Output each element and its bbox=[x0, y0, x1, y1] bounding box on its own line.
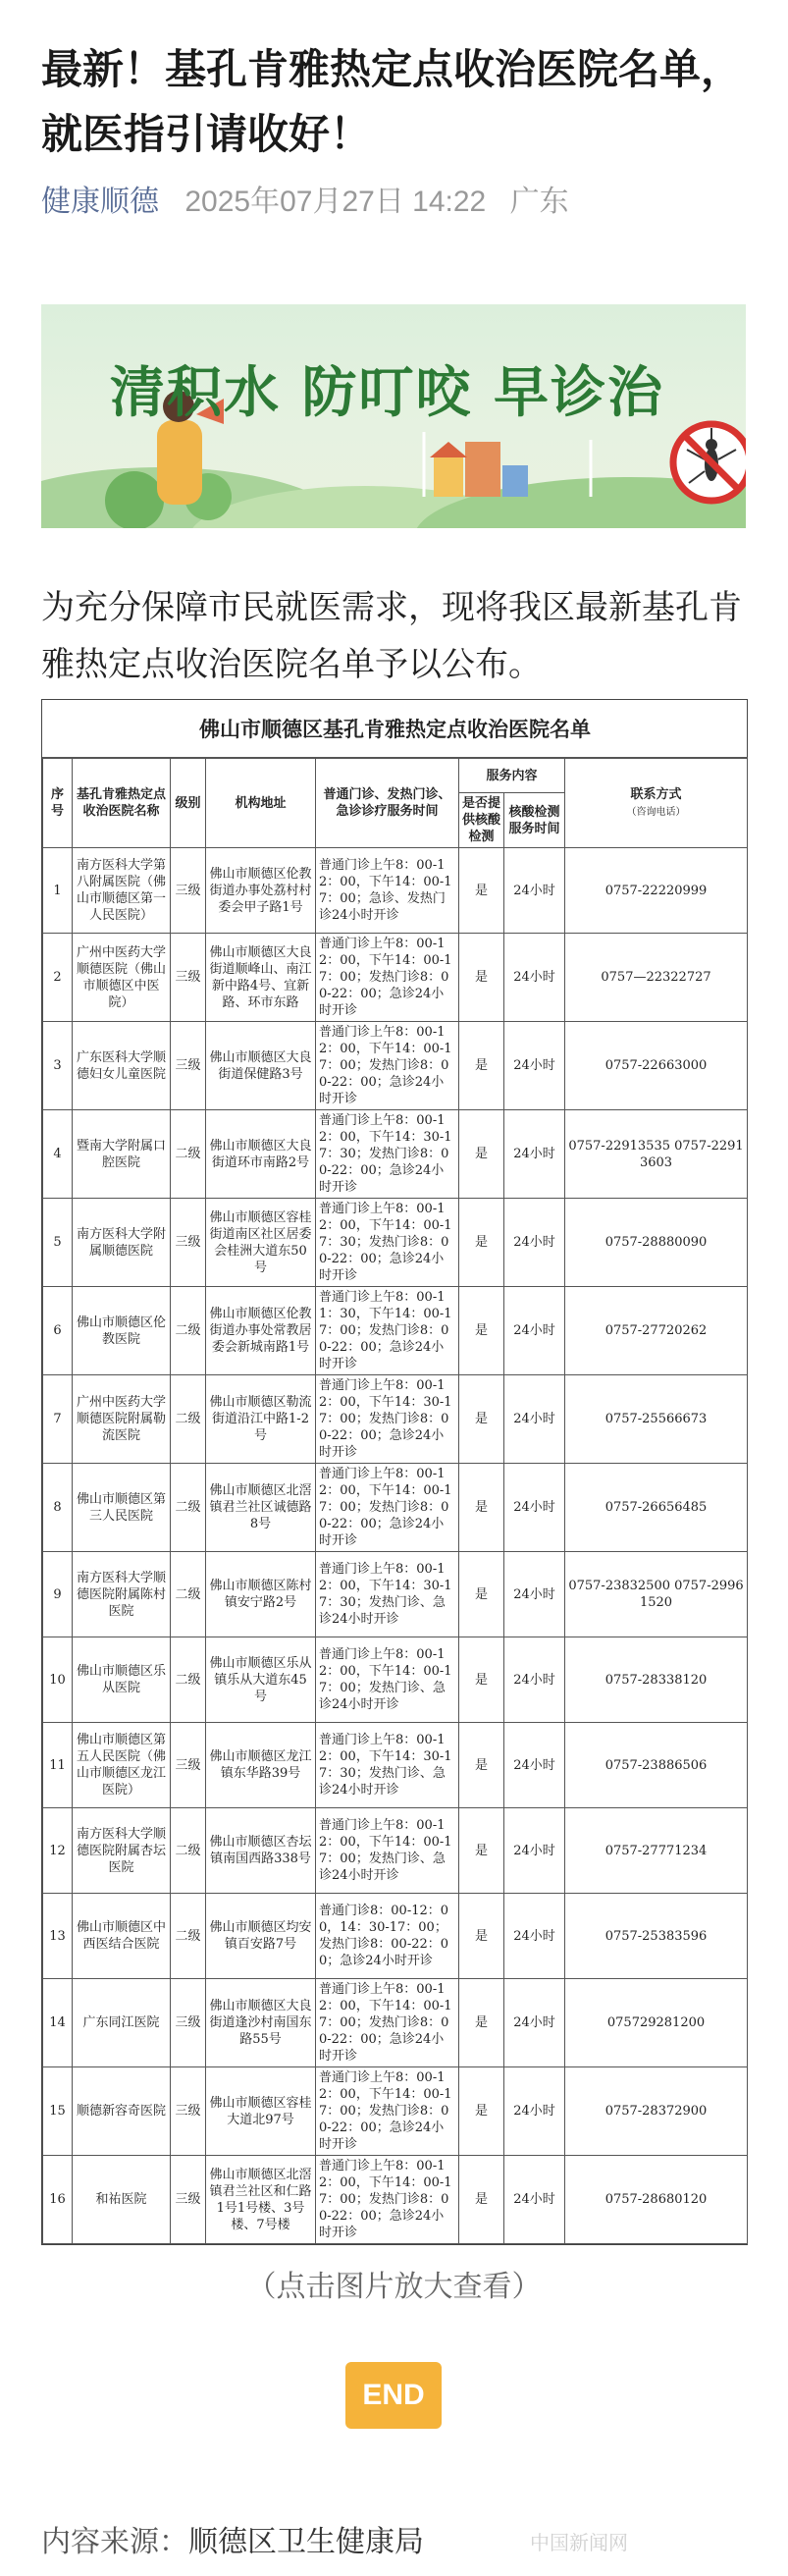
hospital-name: 佛山市顺德区伦教医院 bbox=[73, 1287, 171, 1375]
hospital-name: 广东同江医院 bbox=[73, 1979, 171, 2067]
table-row bbox=[43, 1199, 748, 1287]
row-no: 16 bbox=[43, 2156, 73, 2244]
hospital-name: 和祐医院 bbox=[73, 2156, 171, 2244]
contact-phone: 075729281200 bbox=[565, 1979, 748, 2067]
service-hours: 普通门诊上午8：00-12：00，下午14：30-17：30；发热门诊、急诊24小时开诊 bbox=[316, 1723, 459, 1808]
header-hospital-name: 基孔肯雅热定点收治医院名称 bbox=[73, 759, 171, 848]
table-row bbox=[43, 1894, 748, 1979]
hospital-name: 顺德新容奇医院 bbox=[73, 2067, 171, 2156]
hospital-level: 三级 bbox=[171, 1723, 206, 1808]
header-contact-label: 联系方式 bbox=[630, 786, 682, 802]
nucleic-test: 是 bbox=[459, 1464, 504, 1552]
hospital-name: 南方医科大学顺德医院附属杏坛医院 bbox=[73, 1808, 171, 1894]
hospital-level: 二级 bbox=[171, 1287, 206, 1375]
hospital-name: 佛山市顺德区中西医结合医院 bbox=[73, 1894, 171, 1979]
row-no: 14 bbox=[43, 1979, 73, 2067]
nucleic-test: 是 bbox=[459, 1552, 504, 1637]
hospital-level: 三级 bbox=[171, 2067, 206, 2156]
nucleic-test: 是 bbox=[459, 1199, 504, 1287]
header-contact-note: （咨询电话） bbox=[626, 806, 686, 818]
nucleic-test: 是 bbox=[459, 1022, 504, 1110]
hospital-table-image[interactable] bbox=[41, 699, 748, 2245]
service-hours: 普通门诊上午8：00-11：30，下午14：00-17：00；发热门诊8：00-22：00；急诊24小时开诊 bbox=[316, 1287, 459, 1375]
zoom-hint: （点击图片放大查看） bbox=[246, 2270, 542, 2304]
table-row bbox=[43, 1022, 748, 1110]
hospital-address: 佛山市顺德区大良街道顺峰山、南江新中路4号、宜新路、环市东路 bbox=[206, 934, 316, 1022]
hospital-address: 佛山市顺德区容桂街道南区社区居委会桂洲大道东50号 bbox=[206, 1199, 316, 1287]
header-test-hours: 核酸检测服务时间 bbox=[504, 793, 565, 848]
service-hours: 普通门诊上午8：00-12：00，下午14：00-17：00；急诊、发热门诊24小时开诊 bbox=[316, 848, 459, 934]
author-link[interactable]: 健康顺德 bbox=[41, 186, 159, 218]
contact-phone: 0757-22663000 bbox=[565, 1022, 748, 1110]
nucleic-test: 是 bbox=[459, 1979, 504, 2067]
hospital-name: 广东医科大学顺德妇女儿童医院 bbox=[73, 1022, 171, 1110]
nucleic-test: 是 bbox=[459, 1375, 504, 1464]
content-source bbox=[41, 2517, 424, 2560]
table-row bbox=[43, 2156, 748, 2244]
row-no: 9 bbox=[43, 1552, 73, 1637]
test-hours: 24小时 bbox=[504, 2067, 565, 2156]
hospital-level: 二级 bbox=[171, 1808, 206, 1894]
article-meta bbox=[41, 183, 569, 222]
table-row bbox=[43, 1287, 748, 1375]
row-no: 12 bbox=[43, 1808, 73, 1894]
article-title: 最新！基孔肯雅热定点收治医院名单，就医指引请收好！ bbox=[41, 45, 743, 158]
contact-phone: 0757-28338120 bbox=[565, 1637, 748, 1723]
header-nucleic-test: 是否提供核酸检测 bbox=[459, 793, 504, 848]
hospital-level: 二级 bbox=[171, 1375, 206, 1464]
row-no: 10 bbox=[43, 1637, 73, 1723]
test-hours: 24小时 bbox=[504, 1637, 565, 1723]
test-hours: 24小时 bbox=[504, 1464, 565, 1552]
hospital-table bbox=[42, 700, 748, 2244]
contact-phone: 0757-27771234 bbox=[565, 1808, 748, 1894]
hospital-address: 佛山市顺德区陈村镇安宁路2号 bbox=[206, 1552, 316, 1637]
hospital-address: 佛山市顺德区龙江镇东华路39号 bbox=[206, 1723, 316, 1808]
table-row bbox=[43, 1375, 748, 1464]
test-hours: 24小时 bbox=[504, 1199, 565, 1287]
nucleic-test: 是 bbox=[459, 2067, 504, 2156]
nucleic-test: 是 bbox=[459, 848, 504, 934]
hospital-address: 佛山市顺德区北滘镇君兰社区和仁路1号1号楼、3号楼、7号楼 bbox=[206, 2156, 316, 2244]
hospital-level: 三级 bbox=[171, 1979, 206, 2067]
table-row bbox=[43, 1808, 748, 1894]
service-hours: 普通门诊上午8：00-12：00，下午14：00-17：00；发热门诊8：00-22：00；急诊24小时开诊 bbox=[316, 2156, 459, 2244]
contact-phone: 0757-27720262 bbox=[565, 1287, 748, 1375]
row-no: 3 bbox=[43, 1022, 73, 1110]
contact-phone: 0757-26656485 bbox=[565, 1464, 748, 1552]
nucleic-test: 是 bbox=[459, 1894, 504, 1979]
end-badge: END bbox=[345, 2362, 442, 2429]
test-hours: 24小时 bbox=[504, 1287, 565, 1375]
hospital-address: 佛山市顺德区大良街道逢沙村南国东路55号 bbox=[206, 1979, 316, 2067]
contact-phone: 0757-28372900 bbox=[565, 2067, 748, 2156]
publish-location: 广东 bbox=[509, 186, 569, 218]
service-hours: 普通门诊上午8：00-12：00，下午14：00-17：00；发热门诊8：00-22：00；急诊24小时开诊 bbox=[316, 934, 459, 1022]
service-hours: 普通门诊上午8：00-12：00，下午14：00-17：00；发热门诊8：00-22：00；急诊24小时开诊 bbox=[316, 1464, 459, 1552]
nucleic-test: 是 bbox=[459, 1637, 504, 1723]
nucleic-test: 是 bbox=[459, 1110, 504, 1199]
row-no: 11 bbox=[43, 1723, 73, 1808]
hospital-address: 佛山市顺德区杏坛镇南国西路338号 bbox=[206, 1808, 316, 1894]
hospital-level: 二级 bbox=[171, 1464, 206, 1552]
watermark-text: 中国新闻网 bbox=[530, 2531, 628, 2554]
nucleic-test: 是 bbox=[459, 1808, 504, 1894]
table-row bbox=[43, 2067, 748, 2156]
hospital-name: 南方医科大学附属顺德医院 bbox=[73, 1199, 171, 1287]
row-no: 4 bbox=[43, 1110, 73, 1199]
contact-phone: 0757-25383596 bbox=[565, 1894, 748, 1979]
row-no: 13 bbox=[43, 1894, 73, 1979]
test-hours: 24小时 bbox=[504, 1375, 565, 1464]
service-hours: 普通门诊上午8：00-12：00，下午14：30-17：30；发热门诊、急诊24小时开诊 bbox=[316, 1552, 459, 1637]
contact-phone: 0757-28680120 bbox=[565, 2156, 748, 2244]
hospital-level: 二级 bbox=[171, 1110, 206, 1199]
row-no: 6 bbox=[43, 1287, 73, 1375]
service-hours: 普通门诊上午8：00-12：00，下午14：00-17：00；发热门诊8：00-22：00；急诊24小时开诊 bbox=[316, 1022, 459, 1110]
row-no: 5 bbox=[43, 1199, 73, 1287]
contact-phone: 0757-23886506 bbox=[565, 1723, 748, 1808]
table-row bbox=[43, 1723, 748, 1808]
contact-phone: 0757-22913535 0757-22913603 bbox=[565, 1110, 748, 1199]
test-hours: 24小时 bbox=[504, 1723, 565, 1808]
test-hours: 24小时 bbox=[504, 934, 565, 1022]
hospital-name: 佛山市顺德区乐从医院 bbox=[73, 1637, 171, 1723]
header-service-content: 服务内容 bbox=[459, 759, 565, 793]
service-hours: 普通门诊上午8：00-12：00，下午14：30-17：00；发热门诊8：00-22：00；急诊24小时开诊 bbox=[316, 1375, 459, 1464]
header-no: 序号 bbox=[43, 759, 73, 848]
nucleic-test: 是 bbox=[459, 1287, 504, 1375]
table-row bbox=[43, 934, 748, 1022]
hospital-address: 佛山市顺德区北滘镇君兰社区诚德路8号 bbox=[206, 1464, 316, 1552]
hospital-address: 佛山市顺德区容桂大道北97号 bbox=[206, 2067, 316, 2156]
source-org: 顺德区卫生健康局 bbox=[188, 2525, 424, 2559]
header-contact bbox=[565, 759, 748, 848]
contact-phone: 0757-25566673 bbox=[565, 1375, 748, 1464]
nucleic-test: 是 bbox=[459, 934, 504, 1022]
nucleic-test: 是 bbox=[459, 2156, 504, 2244]
table-row bbox=[43, 848, 748, 934]
hospital-level: 三级 bbox=[171, 934, 206, 1022]
row-no: 2 bbox=[43, 934, 73, 1022]
hospital-address: 佛山市顺德区勒流街道沿江中路1-2号 bbox=[206, 1375, 316, 1464]
test-hours: 24小时 bbox=[504, 848, 565, 934]
hospital-address: 佛山市顺德区大良街道环市南路2号 bbox=[206, 1110, 316, 1199]
hospital-level: 三级 bbox=[171, 2156, 206, 2244]
source-label: 内容来源： bbox=[41, 2525, 188, 2559]
banner-image bbox=[41, 304, 746, 528]
header-address: 机构地址 bbox=[206, 759, 316, 848]
intro-paragraph: 为充分保障市民就医需求，现将我区最新基孔肯雅热定点收治医院名单予以公布。 bbox=[41, 588, 742, 684]
hospital-level: 三级 bbox=[171, 1022, 206, 1110]
table-row bbox=[43, 1979, 748, 2067]
service-hours: 普通门诊上午8：00-12：00，下午14：00-17：30；发热门诊8：00-22：00；急诊24小时开诊 bbox=[316, 1199, 459, 1287]
hospital-name: 南方医科大学第八附属医院（佛山市顺德区第一人民医院） bbox=[73, 848, 171, 934]
table-row bbox=[43, 1552, 748, 1637]
hospital-address: 佛山市顺德区大良街道保健路3号 bbox=[206, 1022, 316, 1110]
test-hours: 24小时 bbox=[504, 2156, 565, 2244]
contact-phone: 0757—22322727 bbox=[565, 934, 748, 1022]
test-hours: 24小时 bbox=[504, 1808, 565, 1894]
hospital-level: 三级 bbox=[171, 848, 206, 934]
nucleic-test: 是 bbox=[459, 1723, 504, 1808]
row-no: 15 bbox=[43, 2067, 73, 2156]
hospital-address: 佛山市顺德区均安镇百安路7号 bbox=[206, 1894, 316, 1979]
row-no: 8 bbox=[43, 1464, 73, 1552]
test-hours: 24小时 bbox=[504, 1894, 565, 1979]
contact-phone: 0757-23832500 0757-29961520 bbox=[565, 1552, 748, 1637]
service-hours: 普通门诊上午8：00-12：00，下午14：00-17：00；发热门诊8：00-22：00；急诊24小时开诊 bbox=[316, 2067, 459, 2156]
row-no: 1 bbox=[43, 848, 73, 934]
hospital-name: 广州中医药大学顺德医院附属勒流医院 bbox=[73, 1375, 171, 1464]
service-hours: 普通门诊上午8：00-12：00，下午14：00-17：00；发热门诊8：00-22：00；急诊24小时开诊 bbox=[316, 1979, 459, 2067]
table-title: 佛山市顺德区基孔肯雅热定点收治医院名单 bbox=[42, 700, 748, 758]
service-hours: 普通门诊上午8：00-12：00，下午14：00-17：00；发热门诊、急诊24小时开诊 bbox=[316, 1808, 459, 1894]
hospital-name: 广州中医药大学顺德医院（佛山市顺德区中医院） bbox=[73, 934, 171, 1022]
banner-slogan: 清积水 防叮咬 早诊治 bbox=[110, 361, 664, 425]
hospital-level: 二级 bbox=[171, 1552, 206, 1637]
hospital-name: 南方医科大学顺德医院附属陈村医院 bbox=[73, 1552, 171, 1637]
test-hours: 24小时 bbox=[504, 1022, 565, 1110]
service-hours: 普通门诊上午8：00-12：00，下午14：00-17：00；发热门诊、急诊24小时开诊 bbox=[316, 1637, 459, 1723]
test-hours: 24小时 bbox=[504, 1979, 565, 2067]
hospital-level: 二级 bbox=[171, 1894, 206, 1979]
service-hours: 普通门诊8：00-12：00，14：30-17：00；发热门诊8：00-22：00；急诊24小时开诊 bbox=[316, 1894, 459, 1979]
test-hours: 24小时 bbox=[504, 1110, 565, 1199]
test-hours: 24小时 bbox=[504, 1552, 565, 1637]
contact-phone: 0757-28880090 bbox=[565, 1199, 748, 1287]
header-level: 级别 bbox=[171, 759, 206, 848]
header-service-hours: 普通门诊、发热门诊、急诊诊疗服务时间 bbox=[316, 759, 459, 848]
hospital-address: 佛山市顺德区乐从镇乐从大道东45号 bbox=[206, 1637, 316, 1723]
table-row bbox=[43, 1464, 748, 1552]
hospital-name: 佛山市顺德区第三人民医院 bbox=[73, 1464, 171, 1552]
contact-phone: 0757-22220999 bbox=[565, 848, 748, 934]
table-row bbox=[43, 1110, 748, 1199]
hospital-level: 二级 bbox=[171, 1637, 206, 1723]
hospital-name: 暨南大学附属口腔医院 bbox=[73, 1110, 171, 1199]
hospital-name: 佛山市顺德区第五人民医院（佛山市顺德区龙江医院） bbox=[73, 1723, 171, 1808]
row-no: 7 bbox=[43, 1375, 73, 1464]
publish-date: 2025年07月27日 14:22 bbox=[184, 186, 487, 218]
service-hours: 普通门诊上午8：00-12：00，下午14：30-17：30；发热门诊8：00-22：00；急诊24小时开诊 bbox=[316, 1110, 459, 1199]
table-row bbox=[43, 1637, 748, 1723]
hospital-address: 佛山市顺德区伦教街道办事处常教居委会新城南路1号 bbox=[206, 1287, 316, 1375]
hospital-level: 三级 bbox=[171, 1199, 206, 1287]
no-mosquito-icon bbox=[669, 420, 746, 505]
hospital-address: 佛山市顺德区伦教街道办事处荔村村委会甲子路1号 bbox=[206, 848, 316, 934]
